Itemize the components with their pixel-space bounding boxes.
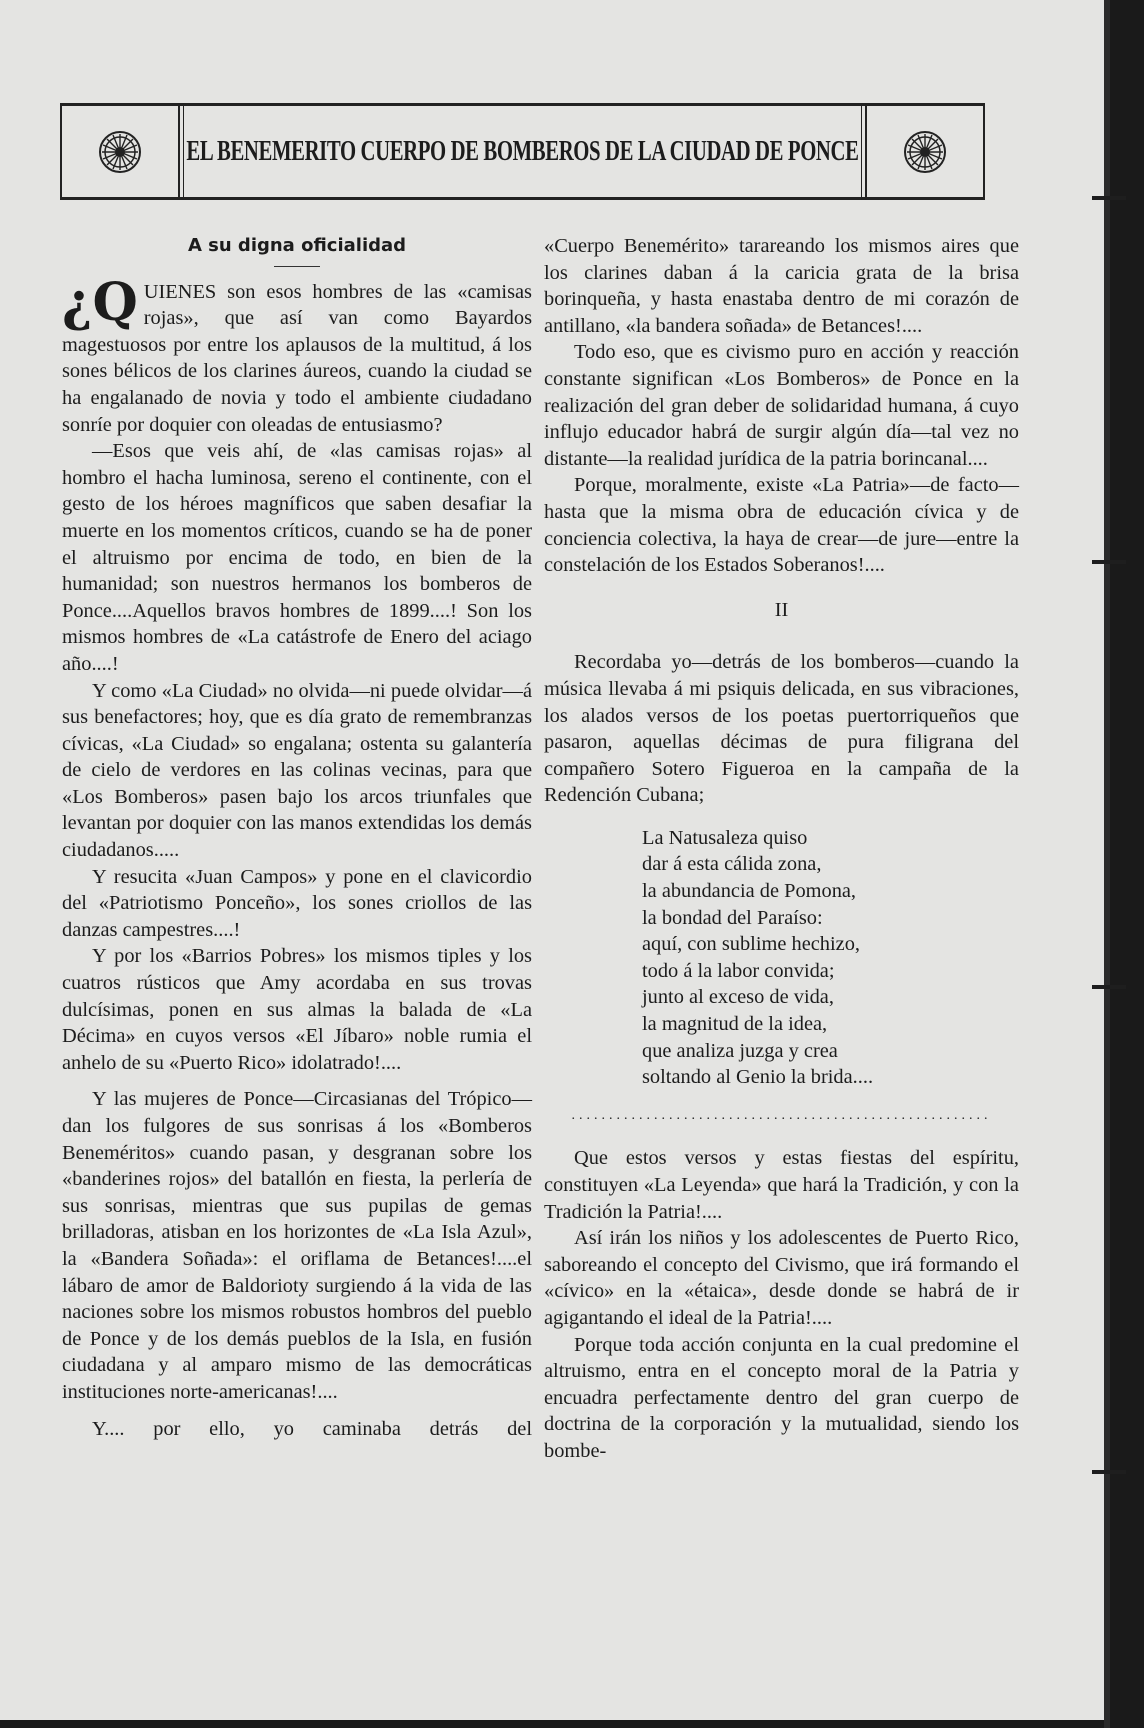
paragraph-r4: Recordaba yo—detrás de los bomberos—cuando la música llevaba á mi psiquis delicada, en sus vibraciones, los alados versos de los poetas puertorriqueños que pasaron, aquellas décimas de pura filigrana del compañero Sotero Figueroa en la campaña de la Redención Cubana; xyxy=(544,651,1019,807)
header-rule-right xyxy=(861,106,862,197)
left-column xyxy=(62,233,532,1442)
poem-line: La Natusaleza quiso xyxy=(642,826,808,849)
paragraph-2: —Esos que veis ahí, de «las camisas rojas» al hombro el hacha luminosa, sereno el continente, con el gesto de los héroes magníficos que saben desafiar la muerte en los momentos críticos, cuando se ha de poner el altruismo por encima de todo, en bien de la humanidad; son nuestros hermanos los bomberos de Ponce....Aquellos bravos hombres de 1899....! Son los mismos hombres de «La catástrofe de Enero del aciago año....! xyxy=(62,440,532,675)
paragraph-r1: «Cuerpo Benemérito» tarareando los mismos aires que los clarines daban á la caricia grata de la brisa borinqueña, y hasta enastaba dentro de mi corazón de antillano, «la bandera soñada» de Betances!.... xyxy=(544,235,1019,337)
poem-line: junto al exceso de vida, xyxy=(642,986,834,1009)
paragraph-r2: Todo eso, que es civismo puro en acción y reacción constante significan «Los Bomberos» de Ponce en la realización del gran deber de solidaridad humana, á cuyo influjo educador habrá de surgir algún día—tal vez no distante—la realidad jurídica de la patria borincanal.... xyxy=(544,341,1019,470)
header-ornament-left xyxy=(62,106,180,197)
header-ornament-right xyxy=(865,106,983,197)
paragraph-1 xyxy=(62,271,532,439)
paragraph-r7: Porque toda acción conjunta en la cual predomine el altruismo, entra en el concepto moral de la Patria y encuadra perfectamente dentro del gran cuerpo de doctrina de la corporación y la mutualidad, siendo los bombe- xyxy=(544,1333,1019,1462)
paragraph-3: Y como «La Ciudad» no olvida—ni puede olvidar—á sus benefactores; hoy, que es día grato de remembranzas cívicas, «La Ciudad» so engalana; ostenta su galantería de cielo de verdores en las colinas vecinas, para que «Los Bomberos» pasen bajo los arcos triunfales que levantan por doquier con las manos extendidas los demás ciudadanos..... xyxy=(62,679,532,862)
section-number: II xyxy=(774,598,789,621)
poem-line: la bondad del Paraíso: xyxy=(642,906,823,929)
poem-line: la magnitud de la idea, xyxy=(642,1013,828,1036)
binding-stitch xyxy=(1092,1470,1126,1474)
paragraph-1-text: UIENES son esos hombres de las «camisas rojas», que así van como Bayardos magestuosos por entre los aplausos de la multitud, á los sones bélicos de los clarines áureos, cuando la ciudad se ha engalanado de novia y todo el ambiente ciudadano sonríe por doquier con oleadas de entusiasmo? xyxy=(62,280,532,436)
poem-line: que analiza juzga y crea xyxy=(642,1039,838,1062)
right-column xyxy=(544,233,1019,1465)
article-heading: A su digna oficialidad xyxy=(187,235,407,256)
header-rule-left xyxy=(183,106,184,197)
paragraph-r6: Así irán los niños y los adolescentes de Puerto Rico, saboreando el concepto del Civismo, que irá formando el «cívico» en la «étaica», desde donde se habrá de ir agigantando el ideal de la Patria!.... xyxy=(544,1227,1019,1329)
rosette-icon xyxy=(97,129,143,175)
rosette-icon xyxy=(902,129,948,175)
page-binding-edge xyxy=(1104,0,1110,1728)
drop-cap: ¿Q xyxy=(62,271,138,333)
poem xyxy=(642,825,1019,1091)
paragraph-6: Y las mujeres de Ponce—Circasianas del Trópico—dan los fulgores de sus sonrisas á los «Bomberos Beneméritos» cuando pasan, y desgranan sobre los «banderines rojos» del batallón en fiesta, la perlería de sus sonrisas, mientras que sus pupilas de gemas brilladoras, atisban en los horizontes de «La Isla Azul», la «Bandera Soñada»: el oriflama de Betances!....el lábaro de amor de Baldorioty surgiendo á la vida de las naciones sobre los mismos robustos hombros del pueblo de Ponce y de los demás pueblos de la Isla, en fusión ciudadana y al amparo mismo de las democráticas instituciones norte-americanas!.... xyxy=(62,1088,532,1403)
poem-line: aquí, con sublime hechizo, xyxy=(642,933,861,956)
paragraph-4: Y resucita «Juan Campos» y pone en el clavicordio del «Patriotismo Ponceño», los sones criollos de las danzas campestres....! xyxy=(62,865,532,941)
heading-rule xyxy=(274,266,320,267)
binding-stitch xyxy=(1092,985,1126,989)
page-title: EL BENEMERITO CUERPO DE BOMBEROS DE LA CIUDAD DE PONCE xyxy=(186,135,859,167)
header-box xyxy=(60,103,985,200)
binding-stitch xyxy=(1092,196,1126,200)
poem-line: soltando al Genio la brida.... xyxy=(642,1066,874,1089)
poem-line: la abundancia de Pomona, xyxy=(642,880,857,903)
paragraph-5: Y por los «Barrios Pobres» los mismos tiples y los cuatros rústicos que Amy acordaba en sus trovas dulcísimas, ponen en sus almas la balada de «La Décima» en cuyos versos «El Jíbaro» noble rumia el anhelo de su «Puerto Rico» idolatrado!.... xyxy=(62,945,532,1074)
poem-line: todo á la labor convida; xyxy=(642,959,835,982)
paragraph-r3: Porque, moralmente, existe «La Patria»—de facto—hasta que la misma obra de educación cívica y de conciencia colectiva, la haya de crear—de jure—entre la constelación de los Estados Soberanos!.... xyxy=(544,474,1019,577)
dotted-separator: ........................................................ xyxy=(571,1107,992,1123)
poem-line: dar á esta cálida zona, xyxy=(642,853,822,876)
paragraph-7: Y.... por ello, yo caminaba detrás del xyxy=(92,1417,532,1440)
paragraph-r5: Que estos versos y estas fiestas del espíritu, constituyen «La Leyenda» que hará la Tradición, y con la Tradición la Patria!.... xyxy=(544,1147,1019,1223)
binding-stitch xyxy=(1092,560,1126,564)
